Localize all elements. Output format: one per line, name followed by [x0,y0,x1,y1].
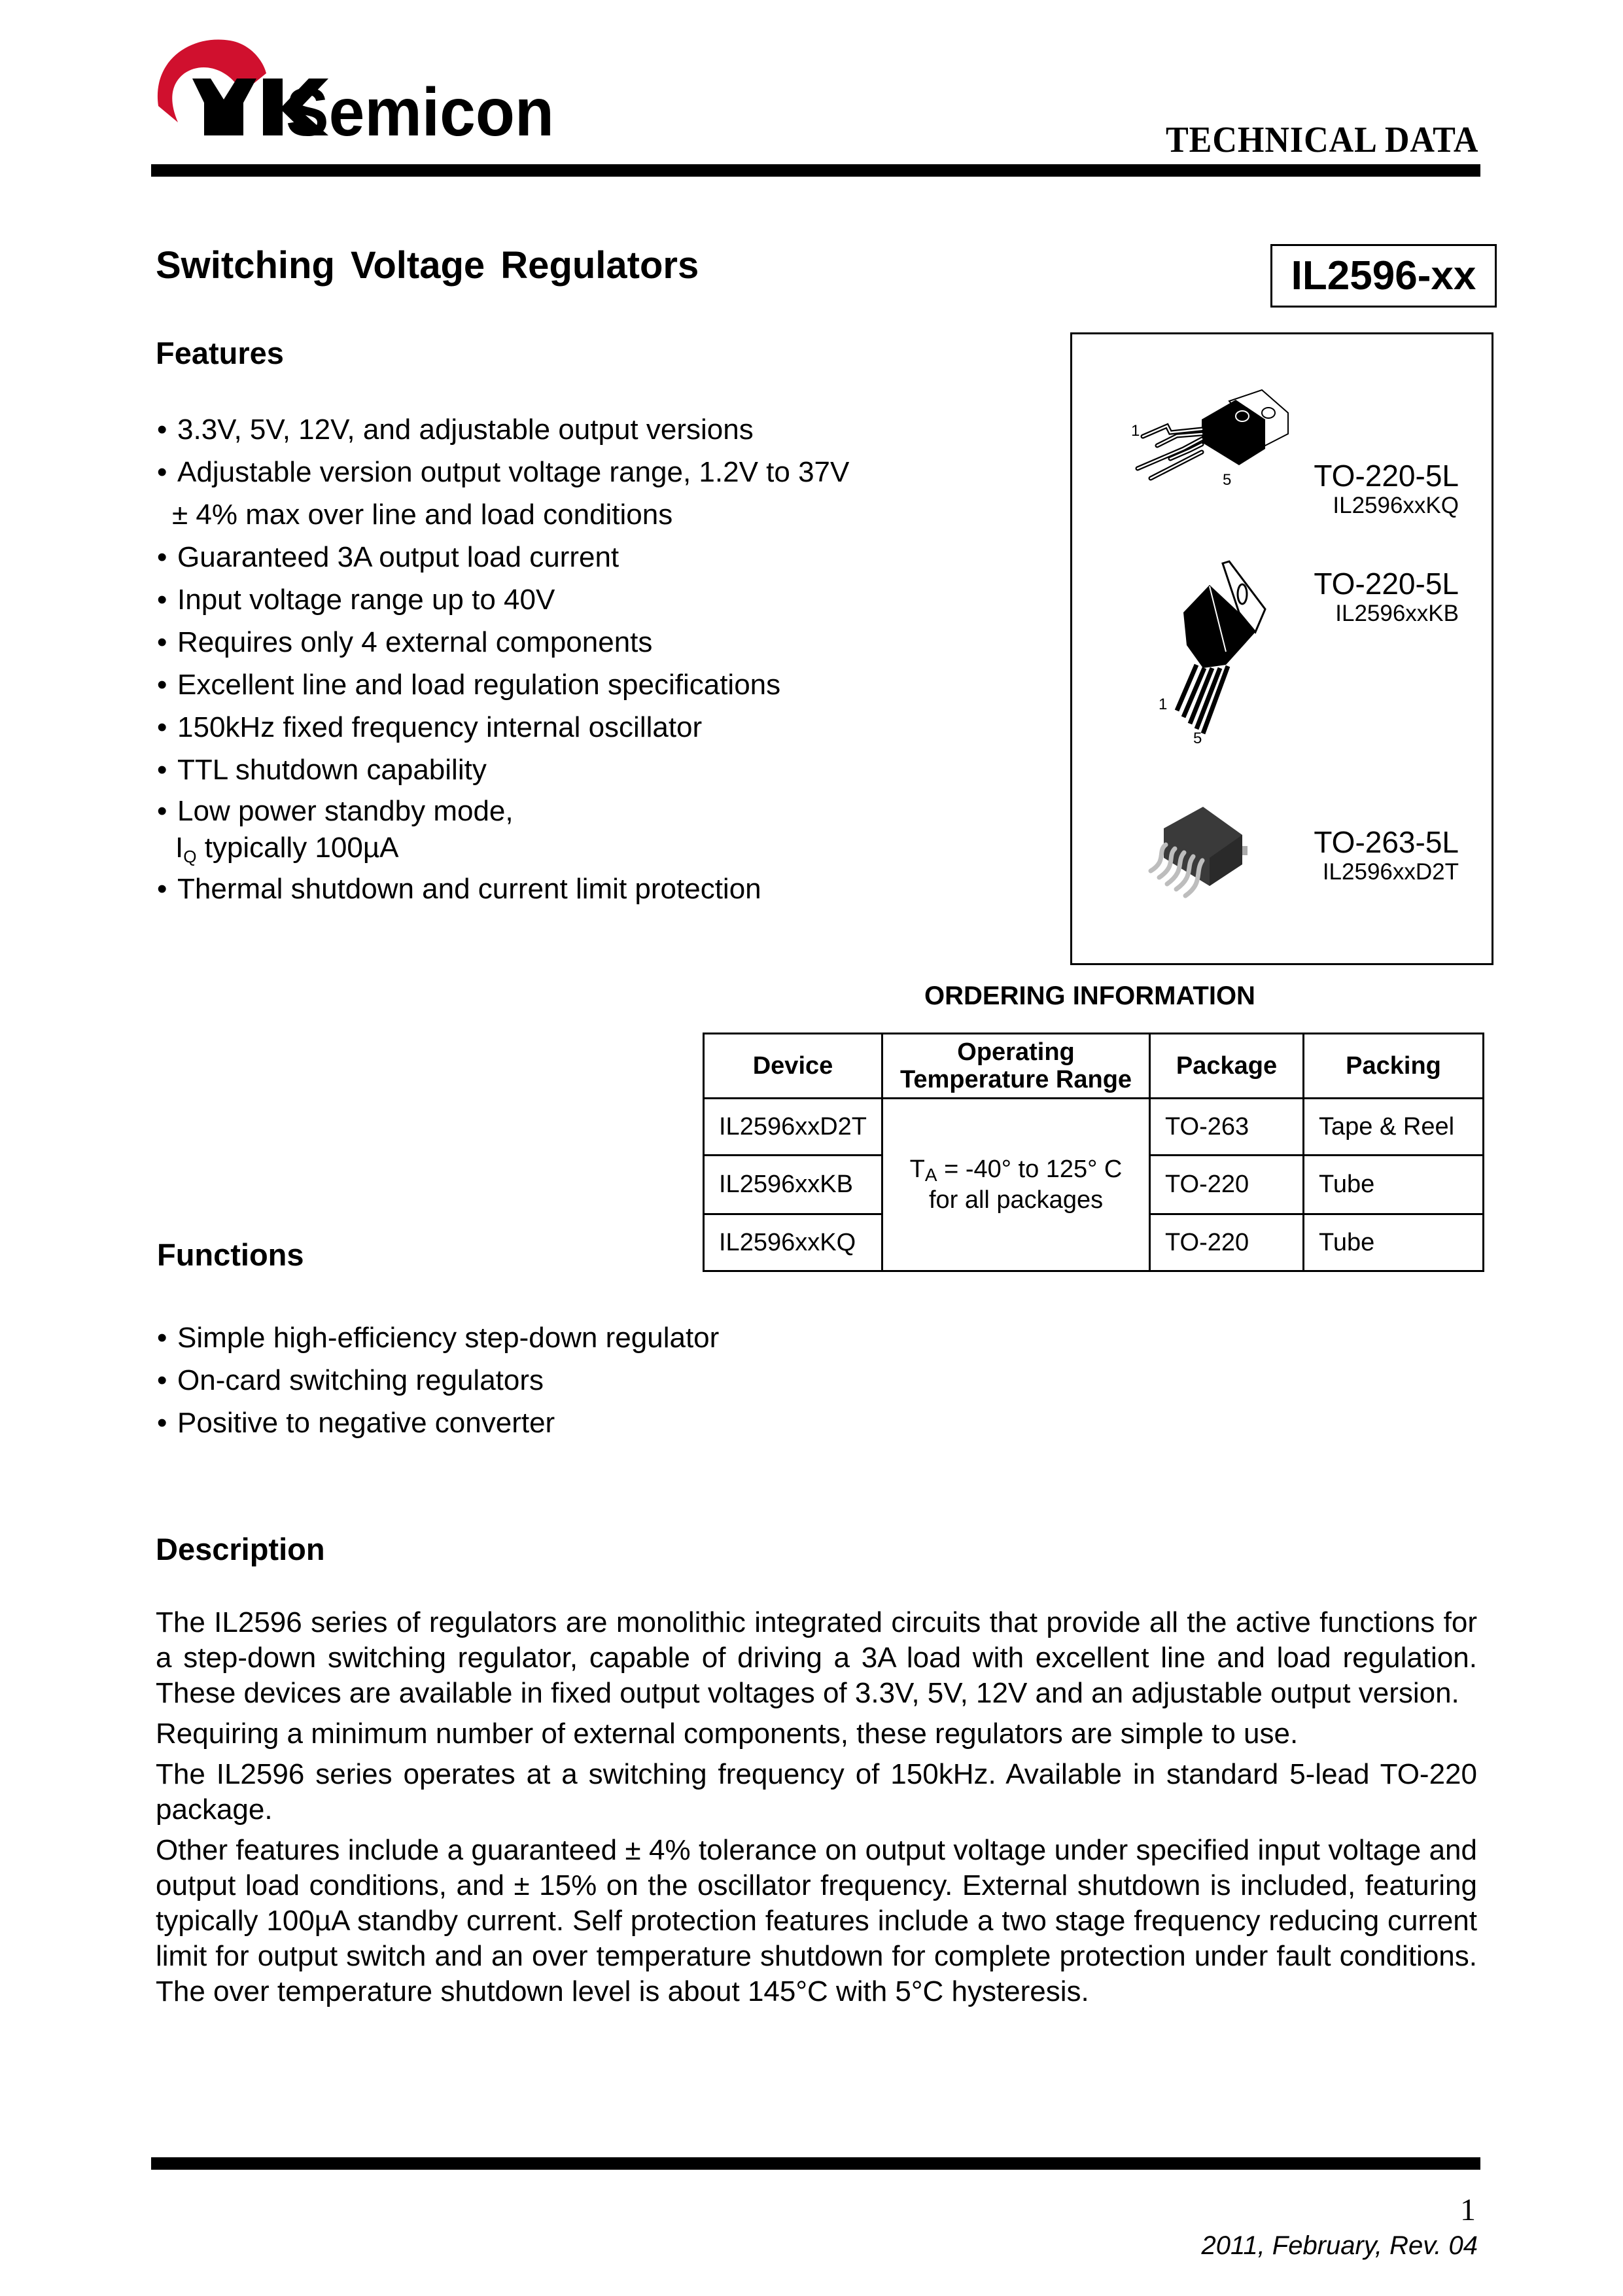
bullet-icon: • [157,456,167,488]
package-images-box [1070,332,1493,965]
to220-vertical-package-icon [1157,560,1275,743]
part-number: IL2596-xx [1291,253,1476,298]
features-list [156,408,849,910]
bullet-icon: • [157,795,167,827]
bullet-icon: • [157,669,167,701]
to220-horizontal-package-icon [1131,387,1301,491]
to263-package-icon [1147,805,1278,904]
features-heading: Features [156,336,284,370]
bullet-icon: • [157,873,167,905]
device-cell: IL2596xxD2T [704,1099,882,1156]
package-cell: TO-220 [1150,1214,1304,1271]
page-number: 1 [1460,2193,1476,2227]
doc-type-label: TECHNICAL DATA [1165,120,1478,160]
list-item: • Excellent line and load regulation specifications [156,663,849,706]
list-item: • Requires only 4 external components [156,621,849,663]
device-cell: IL2596xxKB [704,1156,882,1214]
part-number-box [1270,244,1497,308]
temperature-range-cell: TA = -40° to 125° C for all packages [882,1099,1150,1271]
list-item: • On-card switching regulators [156,1359,719,1402]
svg-text:1: 1 [1131,422,1140,440]
package-cell: TO-220 [1150,1156,1304,1214]
description-heading: Description [156,1532,325,1566]
footer-rule [151,2157,1480,2170]
device-cell: IL2596xxKQ [704,1214,882,1271]
functions-list [156,1316,719,1444]
svg-text:5: 5 [1193,730,1202,743]
column-header-packing: Packing [1304,1034,1484,1099]
list-item: • Input voltage range up to 40V [156,578,849,621]
packing-cell: Tape & Reel [1304,1099,1484,1156]
ordering-table [703,1033,1484,1272]
column-header-temperature: Operating Temperature Range [882,1034,1150,1099]
list-item: • Guaranteed 3A output load current [156,536,849,578]
description-body [156,1605,1477,2015]
list-item-continuation: ± 4% max over line and load conditions [172,499,673,531]
functions-heading: Functions [157,1237,304,1272]
package-label: TO-220-5L IL2596xxKB [1314,567,1459,626]
list-item: • 3.3V, 5V, 12V, and adjustable output versions [156,408,849,451]
package-label: TO-220-5L IL2596xxKQ [1314,459,1459,518]
list-item: • TTL shutdown capability [156,749,849,791]
column-header-device: Device [704,1034,882,1099]
list-item: • 150kHz fixed frequency internal oscillator [156,706,849,749]
bullet-icon: • [157,414,167,446]
description-paragraph: Other features include a guaranteed ± 4% tolerance on output voltage under specified input voltage and output load conditions, and ± 15% on the oscillator frequency. External shutdown is included, featuring typically 100µA standby current. Self protection features include a two stage frequency reducing current limit for output switch and an over temperature shutdown for complete protection under fault conditions. The over temperature shutdown level is about 145°C with 5°C hysteresis. [156,1834,1477,2007]
revision-date: 2011, February, Rev. 04 [1201,2231,1478,2260]
list-item: • Thermal shutdown and current limit protection [156,868,849,910]
bullet-icon: • [157,1407,167,1439]
bullet-icon: • [157,1322,167,1354]
bullet-icon: • [157,584,167,616]
package-label: TO-263-5L IL2596xxD2T [1314,825,1459,885]
table-row [704,1099,1484,1156]
description-paragraph: Requiring a minimum number of external components, these regulators are simple to use. [156,1718,1299,1750]
description-paragraph: The IL2596 series of regulators are monolithic integrated circuits that provide all the active functions for a step-down switching regulator, capable of driving a 3A load with excellent line and load regulation. These devices are available in fixed output voltages of 3.3V, 5V, 12V and an adjustable output version. [156,1606,1477,1709]
list-item: • Positive to negative converter [156,1402,719,1444]
bullet-icon: • [157,626,167,658]
table-header-row [704,1034,1484,1099]
svg-text:5: 5 [1223,471,1232,489]
package-cell: TO-263 [1150,1099,1304,1156]
header-rule [151,164,1480,177]
list-item: • Simple high-efficiency step-down regulator [156,1316,719,1359]
bullet-icon: • [157,754,167,786]
ordering-heading: ORDERING INFORMATION [924,981,1255,1010]
ik-semicon-logo-icon [152,34,557,142]
bullet-icon: • [157,711,167,743]
list-item: • Adjustable version output voltage range, 1.2V to 37V [156,451,849,493]
bullet-icon: • [157,541,167,573]
packing-cell: Tube [1304,1156,1484,1214]
company-logo [152,34,557,142]
packing-cell: Tube [1304,1214,1484,1271]
svg-text:1: 1 [1159,696,1168,713]
bullet-icon: • [157,1364,167,1396]
description-paragraph: The IL2596 series operates at a switching frequency of 150kHz. Available in standard 5-lead TO-220 package. [156,1758,1477,1826]
column-header-package: Package [1150,1034,1304,1099]
svg-text:Semicon: Semicon [286,75,554,142]
page-title: Switching Voltage Regulators [156,244,699,287]
list-item: • Low power standby mode, [156,791,849,832]
list-item-continuation: IQ typically 100µA [175,832,399,866]
